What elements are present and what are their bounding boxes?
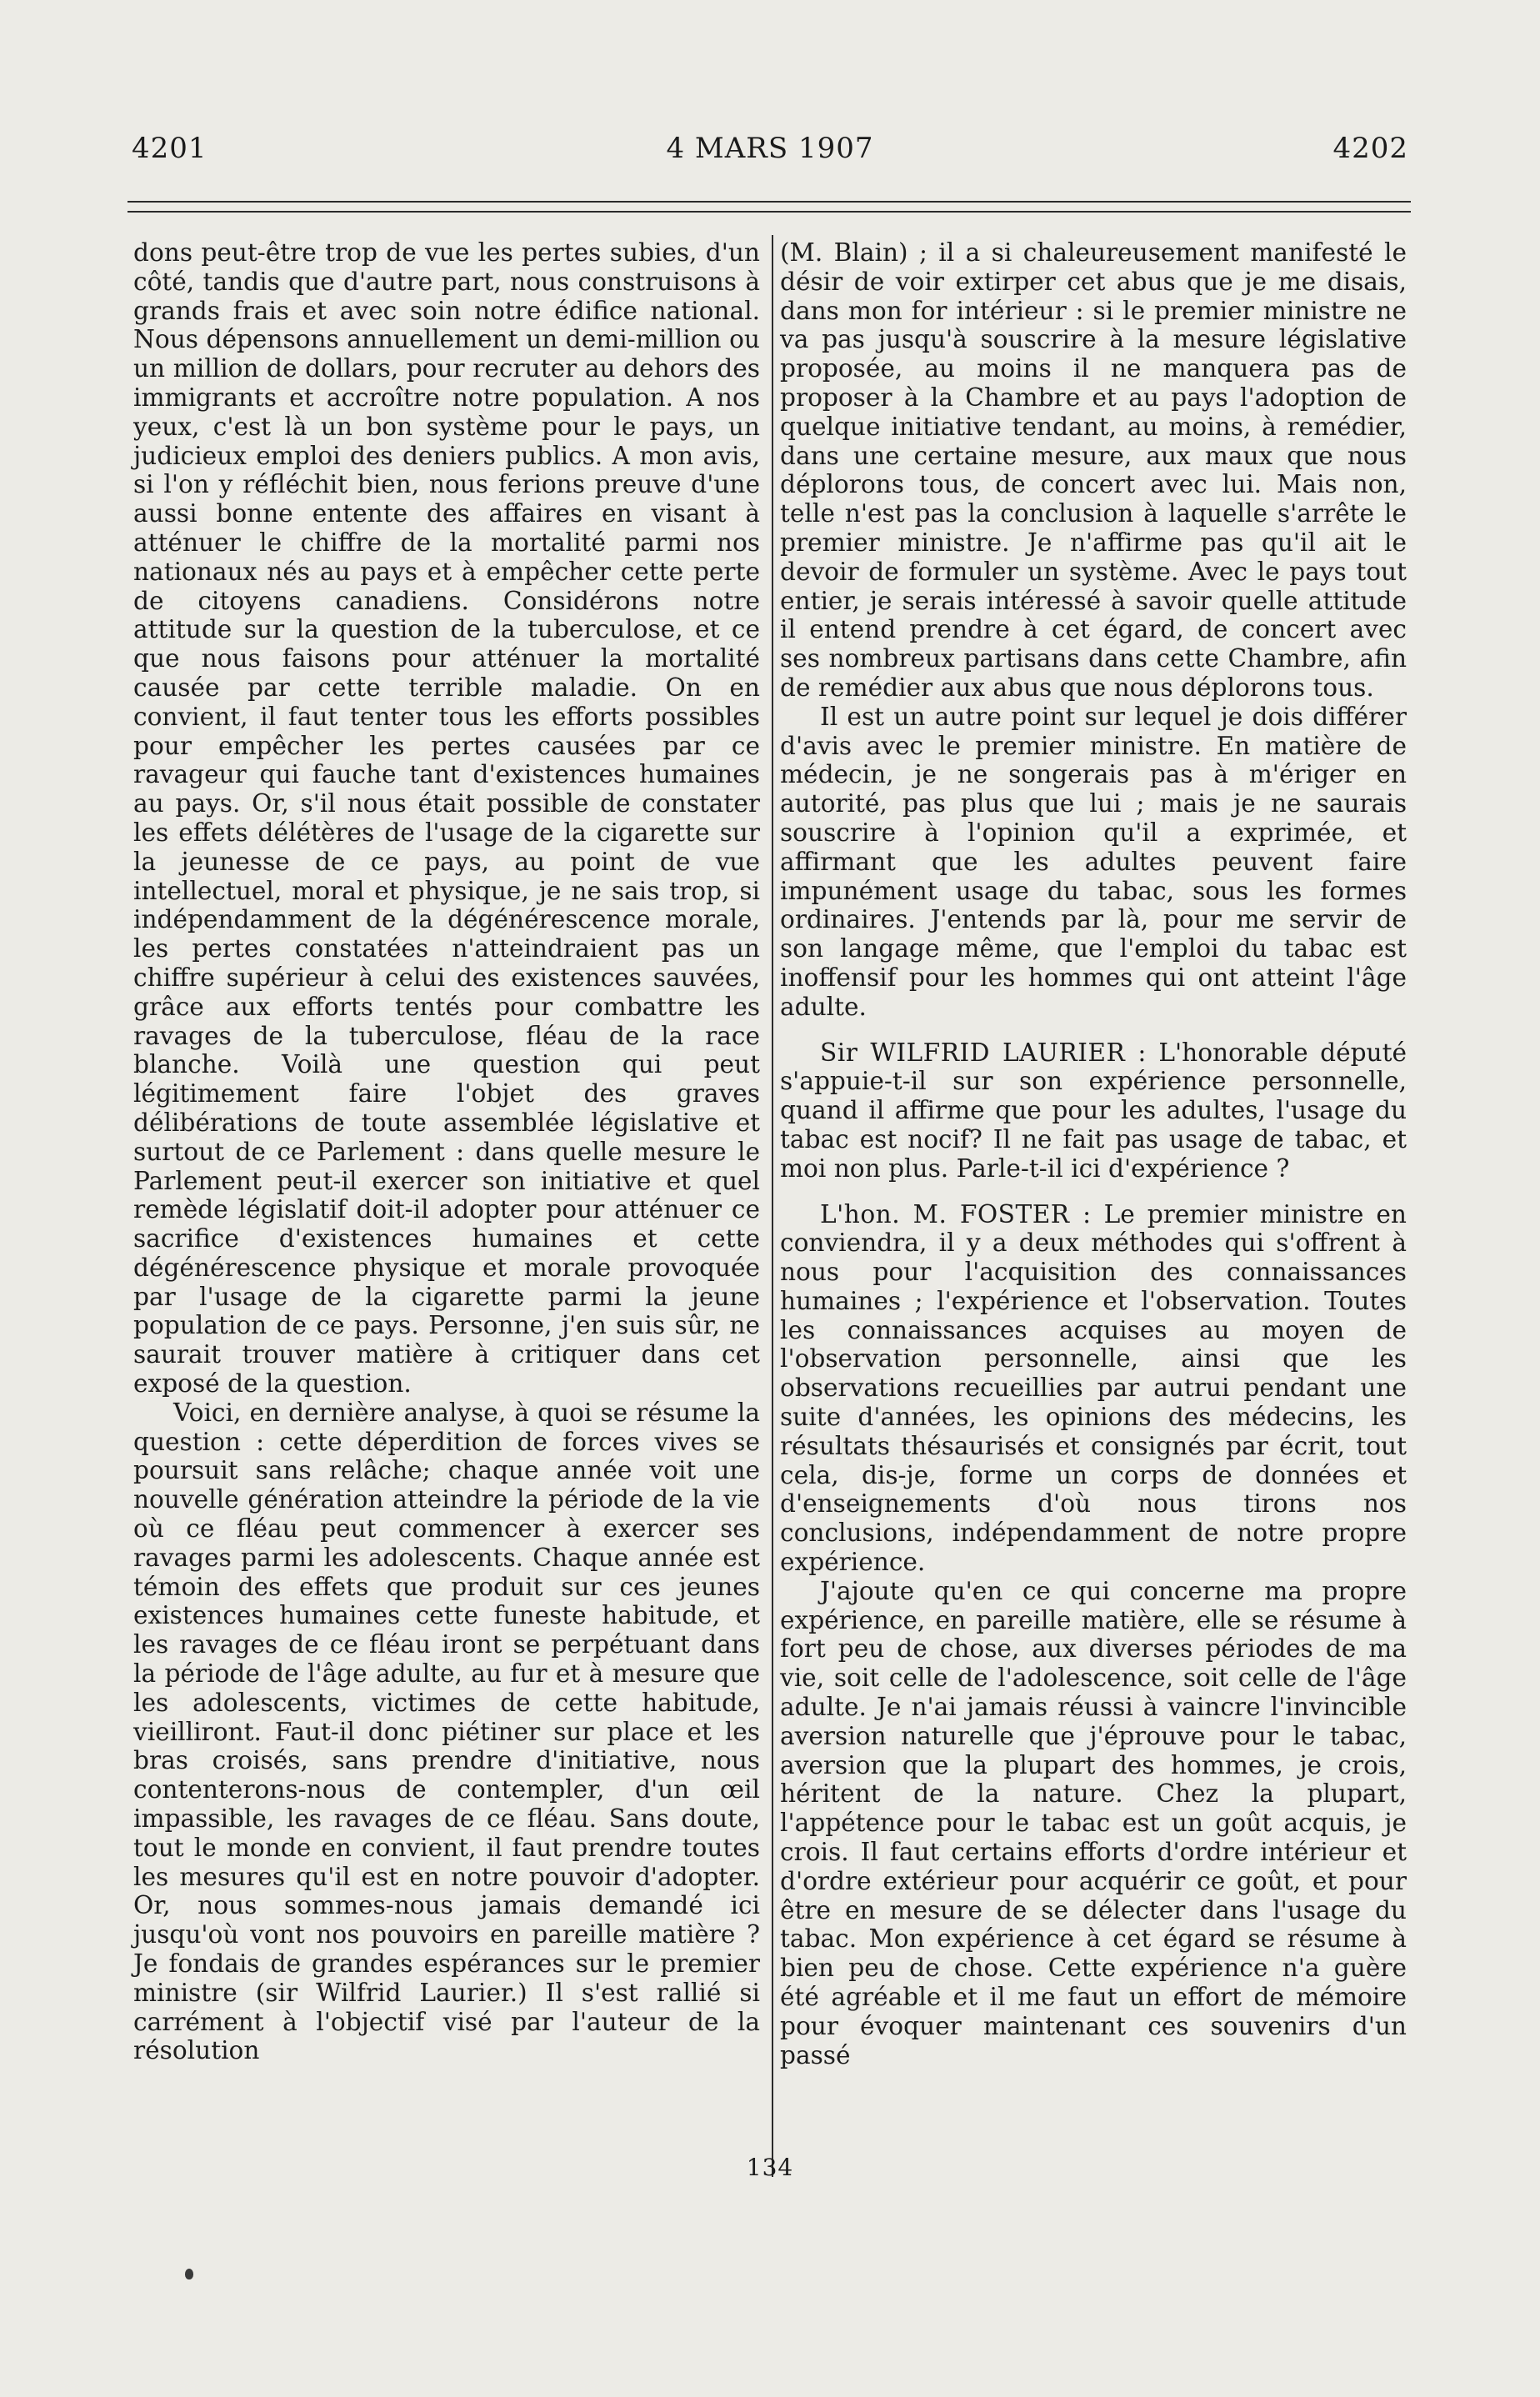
page-header <box>132 132 1408 172</box>
speaker-name: Sir WILFRID LAURIER : <box>820 1038 1147 1067</box>
ink-spot <box>185 2269 193 2279</box>
left-column <box>133 238 760 2065</box>
header-rule-bottom <box>128 211 1411 213</box>
right-column <box>780 238 1407 2069</box>
signature-folio: 134 <box>746 2154 794 2181</box>
paragraph: Voici, en dernière analyse, à quoi se résume la question : cette déperdition de forces vives se poursuit sans relâche; chaque année voit une nouvelle génération atteindre la période de la vie où ce fléau peut commencer à exercer ses ravages parmi les adolescents. Chaque année est témoin des effets que produit sur ces jeunes existences humaines cette funeste habitude, et les ravages de ce fléau iront se perpétuant dans la période de l'âge adulte, au fur et à mesure que les adolescents, victimes de cette habitude, vieilliront. Faut-il donc piétiner sur place et les bras croisés, sans prendre d'initiative, nous contenterons-nous de contempler, d'un œil impassible, les ravages de ce fléau. Sans doute, tout le monde en convient, il faut prendre toutes les mesures qu'il est en notre pouvoir d'adopter. Or, nous sommes-nous jamais demandé ici jusqu'où vont nos pouvoirs en pareille matière ? Je fondais de grandes espérances sur le premier ministre (sir Wilfrid Laurier.) Il s'est rallié si carrément à l'objectif visé par l'auteur de la résolution <box>133 1398 760 2065</box>
left-page-number: 4201 <box>132 132 208 165</box>
speaker-name: L'hon. M. FOSTER : <box>820 1199 1092 1229</box>
speech-text: L'honorable député s'appuie-t-il sur son expérience personnelle, quand il affirme que pour les adultes, l'usage du tabac est nocif? Il ne fait pas usage de tabac, et moi non plus. Parle-t-il ici d'expérience ? <box>780 1038 1408 1183</box>
column-divider <box>772 235 773 2177</box>
right-page-number: 4202 <box>1332 132 1408 165</box>
paragraph: Il est un autre point sur lequel je dois différer d'avis avec le premier ministre. En matière de médecin, je ne songerais pas à m'ériger en autorité, pas plus que lui ; mais je ne saurais souscrire à l'opinion qu'il a exprimée, et affirmant que les adultes peuvent faire impunément usage du tabac, sous les formes ordinaires. J'entends par là, pour me servir de son langage même, que l'emploi du tabac est inoffensif pour les hommes qui ont atteint l'âge adulte. <box>780 702 1407 1021</box>
paragraph: dons peut-être trop de vue les pertes subies, d'un côté, tandis que d'autre part, nous construisons à grands frais et avec soin notre édifice national. Nous dépensons annuellement un demi-million ou un million de dollars, pour recruter au dehors des immigrants et accroître notre population. A nos yeux, c'est là un bon système pour le pays, un judicieux emploi des deniers publics. A mon avis, si l'on y réfléchit bien, nous ferions preuve d'une aussi bonne entente des affaires en visant à atténuer le chiffre de la mortalité parmi nos nationaux nés au pays et à empêcher cette perte de citoyens canadiens. Considérons notre attitude sur la question de la tuberculose, et ce que nous faisons pour atténuer la mortalité causée par cette terrible maladie. On en convient, il faut tenter tous les efforts possibles pour empêcher les pertes causées par ce ravageur qui fauche tant d'existences humaines au pays. Or, s'il nous était possible de constater les effets délétères de l'usage de la cigarette sur la jeunesse de ce pays, au point de vue intellectuel, moral et physique, je ne sais trop, si indépendamment de la dégénérescence morale, les pertes constatées n'atteindraient pas un chiffre supérieur à celui des existences sauvées, grâce aux efforts tentés pour combattre les ravages de la tuberculose, fléau de la race blanche. Voilà une question qui peut légitimement faire l'objet des graves délibérations de toute assemblée législative et surtout de ce Parlement : dans quelle mesure le Parlement peut-il exercer son initiative et quel remède législatif doit-il adopter pour atténuer ce sacrifice d'existences humaines et cette dégénérescence physique et morale provoquée par l'usage de la cigarette parmi la jeune population de ce pays. Personne, j'en suis sûr, ne saurait trouver matière à critiquer dans cet exposé de la question. <box>133 238 760 1399</box>
page-date: 4 MARS 1907 <box>666 132 874 165</box>
speech-text: Le premier ministre en conviendra, il y a deux méthodes qui s'offrent à nous pour l'acquisition des connaissances humaines ; l'expérience et l'observation. Toutes les connaissances acquises au moyen de l'observation personnelle, ainsi que les observations recueillies par autrui pendant une suite d'années, les opinions des médecins, les résultats thésaurisés et consignés par écrit, tout cela, dis-je, forme un corps de données et d'enseignements d'où nous tirons nos conclusions, indépendamment de notre propre expérience. <box>780 1199 1407 1577</box>
speech-laurier <box>780 1038 1407 1183</box>
speech-foster <box>780 1200 1407 1577</box>
header-rule-top <box>128 201 1411 203</box>
paragraph: (M. Blain) ; il a si chaleureusement manifesté le désir de voir extirper cet abus que je me disais, dans mon for intérieur : si le premier ministre ne va pas jusqu'à souscrire à la mesure législative proposée, au moins il ne manquera pas de proposer à la Chambre et au pays l'adoption de quelque initiative tendant, au moins, à remédier, dans une certaine mesure, aux maux que nous déplorons tous, de concert avec lui. Mais non, telle n'est pas la conclusion à laquelle s'arrête le premier ministre. Je n'affirme pas qu'il ait le devoir de formuler un système. Avec le pays tout entier, je serais intéressé à savoir quelle attitude il entend prendre à cet égard, de concert avec ses nombreux partisans dans cette Chambre, afin de remédier aux abus que nous déplorons tous. <box>780 238 1407 702</box>
paragraph: J'ajoute qu'en ce qui concerne ma propre expérience, en pareille matière, elle se résume à fort peu de chose, aux diverses périodes de ma vie, soit celle de l'adolescence, soit celle de l'âge adulte. Je n'ai jamais réussi à vaincre l'invincible aversion naturelle que j'éprouve pour le tabac, aversion que la plupart des hommes, je crois, héritent de la nature. Chez la plupart, l'appétence pour le tabac est un goût acquis, je crois. Il faut certains efforts d'ordre intérieur et d'ordre extérieur pour acquérir ce goût, et pour être en mesure de se délecter dans l'usage du tabac. Mon expérience à cet égard se résume à bien peu de chose. Cette expérience n'a guère été agréable et il me faut un effort de mémoire pour évoquer maintenant ces souvenirs d'un passé <box>780 1576 1407 2069</box>
